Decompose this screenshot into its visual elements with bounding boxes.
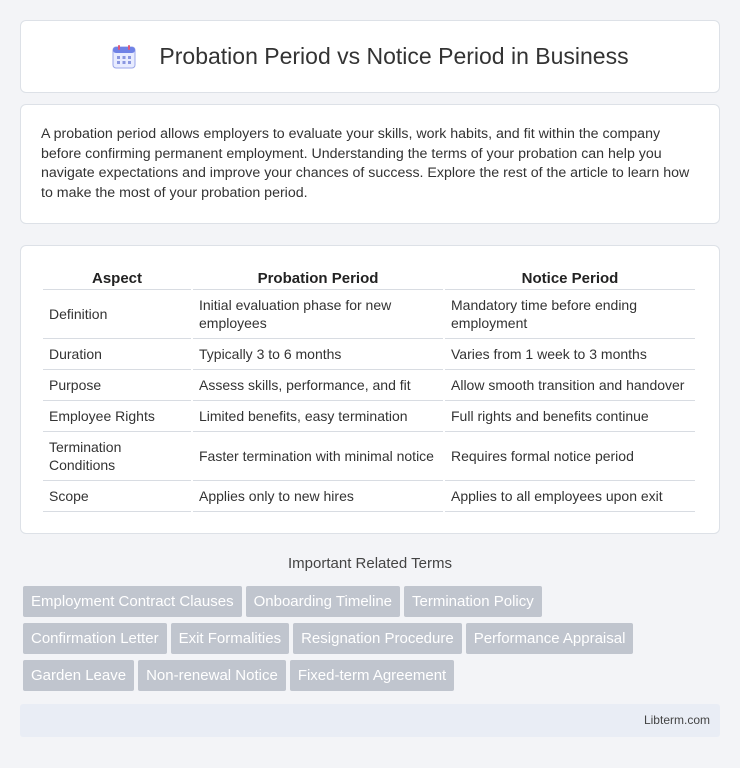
page-title: Probation Period vs Notice Period in Business <box>159 43 629 69</box>
table-cell: Scope <box>43 481 191 512</box>
table-row <box>43 370 695 401</box>
table-row <box>43 481 695 512</box>
table-cell: Applies only to new hires <box>193 481 443 512</box>
comparison-table <box>41 266 697 512</box>
table-cell: Applies to all employees upon exit <box>445 481 695 512</box>
related-terms-title: Important Related Terms <box>288 555 452 572</box>
related-terms-list <box>23 586 723 697</box>
table-cell: Purpose <box>43 370 191 401</box>
table-cell: Typically 3 to 6 months <box>193 339 443 370</box>
related-term-tag[interactable]: Exit Formalities <box>171 623 290 654</box>
column-header: Probation Period <box>193 266 443 290</box>
comparison-table-card <box>20 245 720 534</box>
related-term-tag[interactable]: Garden Leave <box>23 660 134 691</box>
table-row <box>43 401 695 432</box>
table-row <box>43 432 695 481</box>
footer-site-link[interactable]: Libterm.com <box>643 713 710 727</box>
table-cell: Duration <box>43 339 191 370</box>
table-cell: Limited benefits, easy termination <box>193 401 443 432</box>
calendar-icon <box>111 44 137 70</box>
related-term-tag[interactable]: Fixed-term Agreement <box>290 660 454 691</box>
table-row <box>43 290 695 339</box>
related-term-tag[interactable]: Termination Policy <box>404 586 542 617</box>
intro-text: A probation period allows employers to evaluate your skills, work habits, and fit within the company before confirming permanent employment. Understanding the terms of your probation can help you navigate expectations and improve your chances of success. Explore the rest of the article to learn how to make the most of your probation period. <box>41 126 690 201</box>
table-cell: Full rights and benefits continue <box>445 401 695 432</box>
related-term-tag[interactable]: Resignation Procedure <box>293 623 462 654</box>
table-cell: Initial evaluation phase for new employees <box>193 290 443 339</box>
table-cell: Requires formal notice period <box>445 432 695 481</box>
footer <box>20 704 720 737</box>
related-term-tag[interactable]: Confirmation Letter <box>23 623 167 654</box>
table-cell: Allow smooth transition and handover <box>445 370 695 401</box>
table-cell: Varies from 1 week to 3 months <box>445 339 695 370</box>
column-header: Aspect <box>43 266 191 290</box>
table-row <box>43 339 695 370</box>
related-term-tag[interactable]: Performance Appraisal <box>466 623 634 654</box>
related-term-tag[interactable]: Onboarding Timeline <box>246 586 400 617</box>
header-card <box>20 20 720 93</box>
table-cell: Employee Rights <box>43 401 191 432</box>
intro-card <box>20 104 720 224</box>
related-term-tag[interactable]: Employment Contract Clauses <box>23 586 242 617</box>
table-cell: Definition <box>43 290 191 339</box>
related-term-tag[interactable]: Non-renewal Notice <box>138 660 286 691</box>
table-cell: Faster termination with minimal notice <box>193 432 443 481</box>
table-header-row <box>43 266 695 290</box>
table-cell: Mandatory time before ending employment <box>445 290 695 339</box>
table-cell: Assess skills, performance, and fit <box>193 370 443 401</box>
table-cell: Termination Conditions <box>43 432 191 481</box>
column-header: Notice Period <box>445 266 695 290</box>
